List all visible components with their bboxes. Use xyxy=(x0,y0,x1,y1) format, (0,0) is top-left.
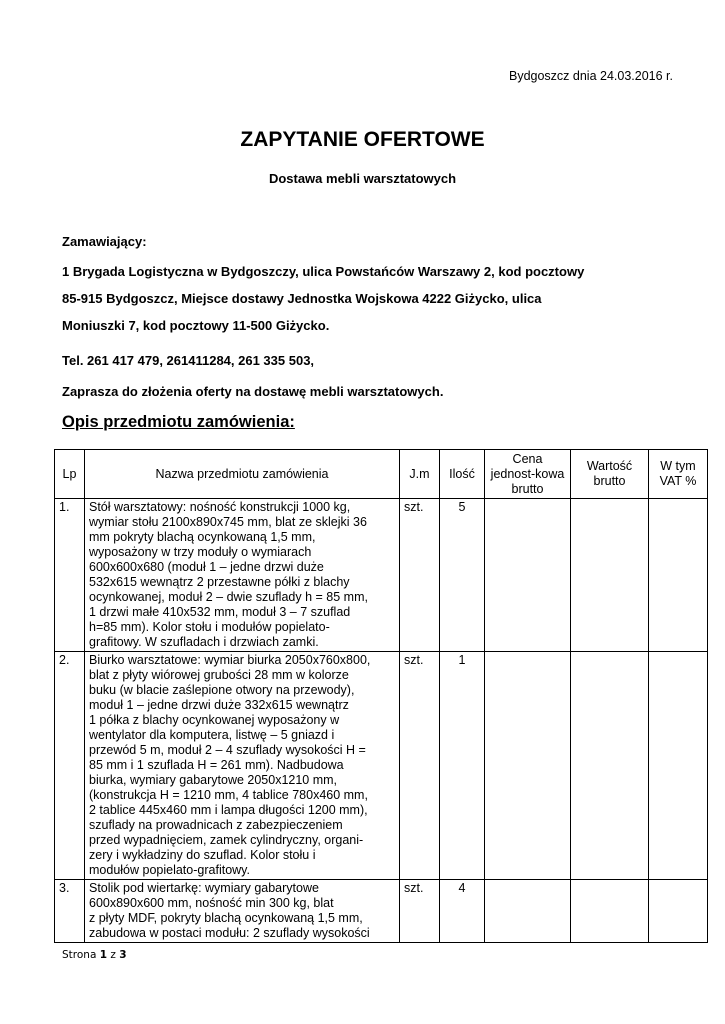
row-description-line: 85 mm i 1 szuflada H = 261 mm). Nadbudowa xyxy=(89,758,344,772)
table-header-row xyxy=(55,450,708,499)
row-description-line: mm pokryty blachą ocynkowaną 1,5 mm, xyxy=(89,530,316,544)
row-vat xyxy=(649,880,708,943)
row-description-line: buku (w blacie zaślepione otwory na przewody), xyxy=(89,683,355,697)
row-vat xyxy=(649,499,708,652)
row-description-line: przed wypadnięciem, zamek cylindryczny, organi- xyxy=(89,833,364,847)
invite-line: Zaprasza do złożenia oferty na dostawę mebli warsztatowych. xyxy=(62,384,444,399)
header-name: Nazwa przedmiotu zamówienia xyxy=(85,450,400,499)
row-vat xyxy=(649,652,708,880)
document-subtitle: Dostawa mebli warsztatowych xyxy=(268,171,457,186)
phone-line: Tel. 261 417 479, 261411284, 261 335 503, xyxy=(62,353,315,368)
orderer-label: Zamawiający: xyxy=(62,234,147,249)
header-unit: J.m xyxy=(400,450,440,499)
row-price xyxy=(485,652,571,880)
row-description-line: zabudowa w postaci modułu: 2 szuflady wysokości xyxy=(89,926,370,940)
row-description-line: Biurko warsztatowe: wymiar biurka 2050x760x800, xyxy=(89,653,371,667)
table-row xyxy=(55,652,708,880)
items-table xyxy=(54,449,708,943)
row-qty: 5 xyxy=(440,499,485,652)
row-description-line: zery i wykładziny do szuflad. Kolor stołu i xyxy=(89,848,316,862)
document-title: ZAPYTANIE OFERTOWE xyxy=(240,128,485,151)
header-qty: Ilość xyxy=(440,450,485,499)
page-footer xyxy=(62,949,127,961)
row-description-line: szuflady na prowadnicach z zabezpieczeniem xyxy=(89,818,343,832)
row-description-line: z płyty MDF, pokryty blachą ocynkowaną 1,5 mm, xyxy=(89,911,363,925)
row-unit: szt. xyxy=(400,652,440,880)
row-price xyxy=(485,880,571,943)
row-value xyxy=(571,880,649,943)
row-lp: 3. xyxy=(55,880,85,943)
footer-of: z xyxy=(110,949,116,961)
row-qty: 4 xyxy=(440,880,485,943)
row-value xyxy=(571,499,649,652)
header-price: Cena jednost-kowa brutto xyxy=(485,450,571,499)
row-description xyxy=(85,499,400,652)
row-unit: szt. xyxy=(400,880,440,943)
footer-page: 1 xyxy=(99,949,108,961)
orderer-line: 85-915 Bydgoszcz, Miejsce dostawy Jednostka Wojskowa 4222 Giżycko, ulica xyxy=(62,291,542,306)
row-description xyxy=(85,652,400,880)
row-description-line: grafitowy. W szufladach i drzwiach zamki. xyxy=(89,635,319,649)
header-vat: W tym VAT % xyxy=(649,450,708,499)
section-title: Opis przedmiotu zamówienia: xyxy=(62,413,295,431)
row-unit: szt. xyxy=(400,499,440,652)
footer-total: 3 xyxy=(119,949,127,961)
row-description xyxy=(85,880,400,943)
row-value xyxy=(571,652,649,880)
table-row xyxy=(55,499,708,652)
row-description-line: Stół warsztatowy: nośność konstrukcji 1000 kg, xyxy=(89,500,351,514)
row-description-line: blat z płyty wiórowej grubości 28 mm w kolorze xyxy=(89,668,349,682)
footer-prefix: Strona xyxy=(62,949,97,961)
row-lp: 2. xyxy=(55,652,85,880)
orderer-line: Moniuszki 7, kod pocztowy 11-500 Giżycko. xyxy=(62,318,330,333)
header-value: Wartość brutto xyxy=(571,450,649,499)
row-description-line: moduł 1 – jedne drzwi duże 332x615 wewnątrz xyxy=(89,698,349,712)
row-description-line: przewód 5 m, moduł 2 – 4 szuflady wysokości H = xyxy=(89,743,366,757)
row-qty: 1 xyxy=(440,652,485,880)
row-description-line: 532x615 wewnątrz 2 przestawne półki z blachy xyxy=(89,575,350,589)
row-description-line: wymiar stołu 2100x890x745 mm, blat ze sklejki 36 xyxy=(89,515,367,529)
row-description-line: Stolik pod wiertarkę: wymiary gabarytowe xyxy=(89,881,319,895)
orderer-line: 1 Brygada Logistyczna w Bydgoszczy, ulica Powstańców Warszawy 2, kod pocztowy xyxy=(62,264,585,279)
document-date: Bydgoszcz dnia 24.03.2016 r. xyxy=(508,69,673,83)
row-description-line: wyposażony w trzy moduły o wymiarach xyxy=(89,545,312,559)
row-description-line: ocynkowanej, moduł 2 – dwie szuflady h = 85 mm, xyxy=(89,590,368,604)
table-row xyxy=(55,880,708,943)
row-description-line: 1 drzwi małe 410x532 mm, moduł 3 – 7 szuflad xyxy=(89,605,351,619)
row-description-line: 600x600x680 (moduł 1 – jedne drzwi duże xyxy=(89,560,324,574)
row-description-line: 600x890x600 mm, nośność min 300 kg, blat xyxy=(89,896,334,910)
row-description-line: modułów popielato-grafitowy. xyxy=(89,863,250,877)
row-description-line: h=85 mm). Kolor stołu i modułów popielato- xyxy=(89,620,330,634)
row-description-line: (konstrukcja H = 1210 mm, 4 tablice 780x460 mm, xyxy=(89,788,368,802)
row-description-line: biurka, wymiary gabarytowe 2050x1210 mm, xyxy=(89,773,338,787)
row-description-line: 1 półka z blachy ocynkowanej wyposażony w xyxy=(89,713,340,727)
row-description-line: 2 tablice 445x460 mm i lampa długości 1200 mm), xyxy=(89,803,368,817)
row-lp: 1. xyxy=(55,499,85,652)
header-lp: Lp xyxy=(55,450,85,499)
row-description-line: wentylator dla komputera, listwę – 5 gniazd i xyxy=(89,728,335,742)
row-price xyxy=(485,499,571,652)
